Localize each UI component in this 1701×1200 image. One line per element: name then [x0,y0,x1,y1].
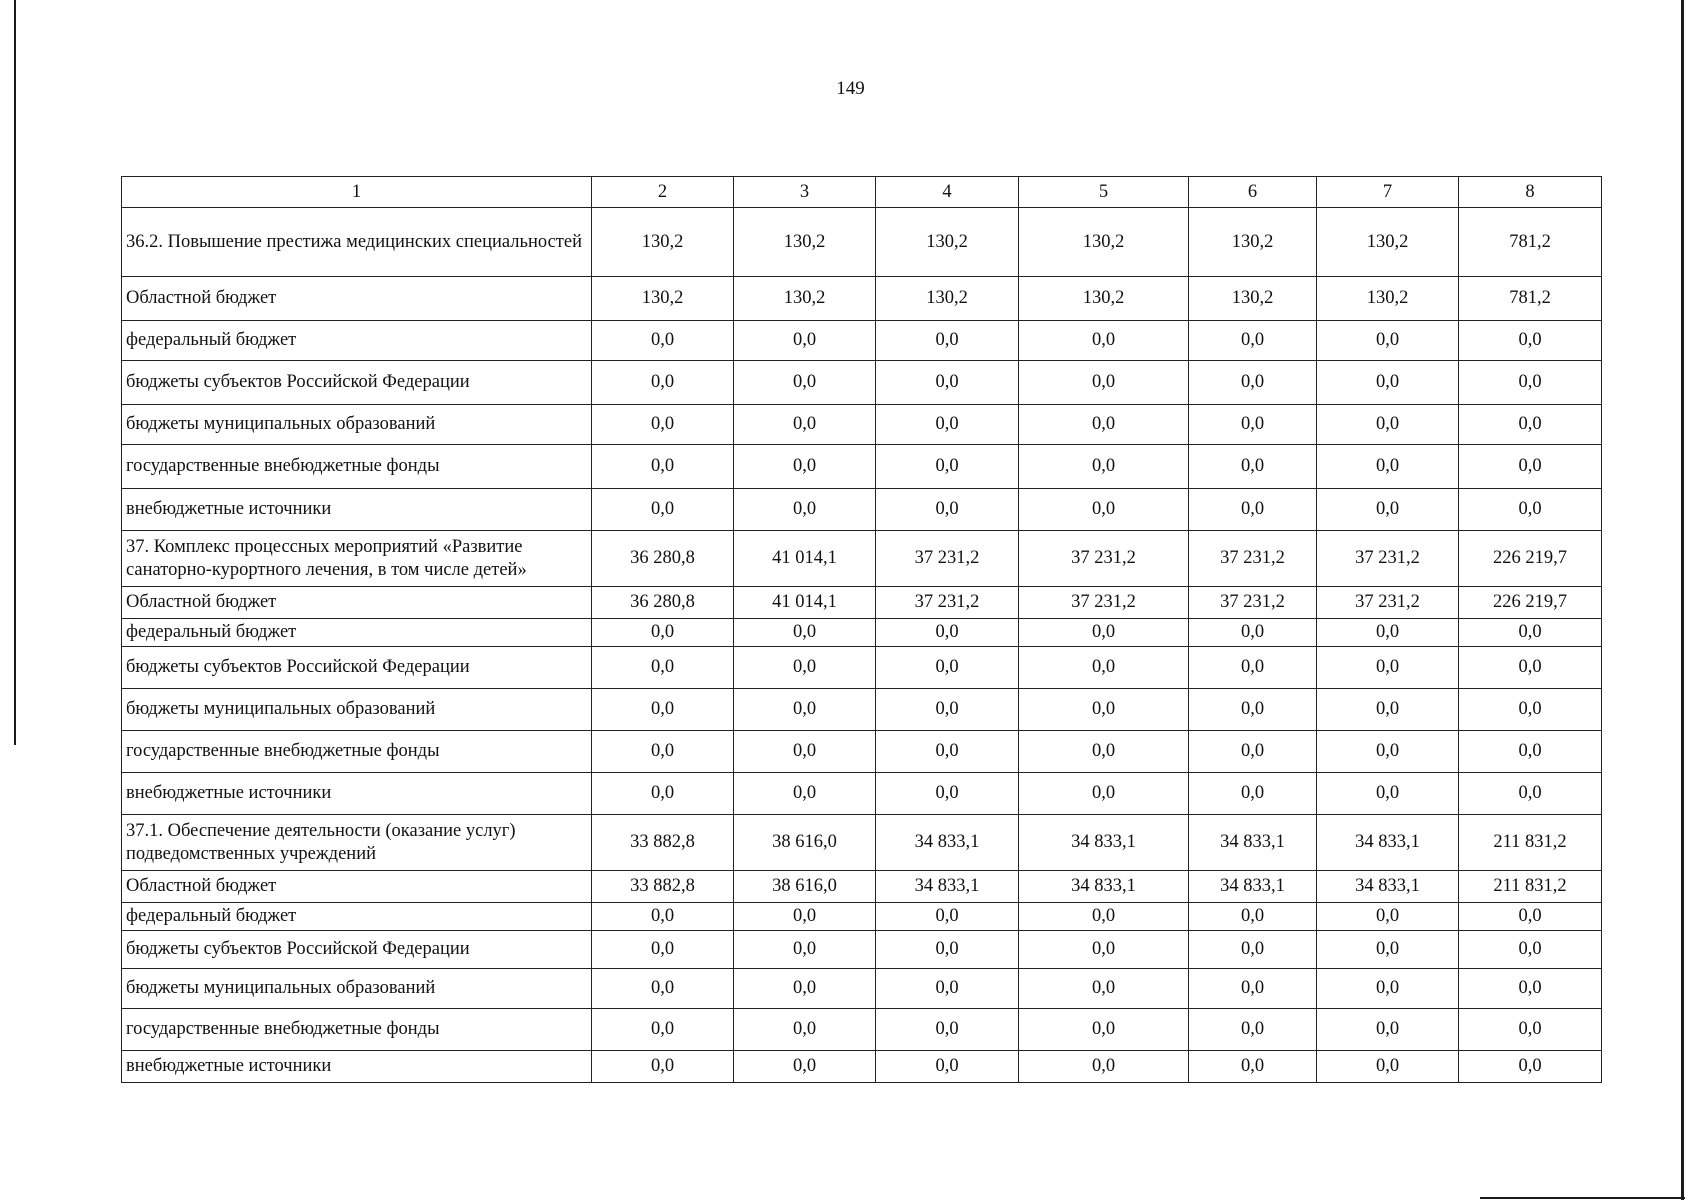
value-cell: 226 219,7 [1459,531,1602,587]
row-label: 36.2. Повышение престижа медицинских специальностей [122,208,592,277]
value-cell: 130,2 [592,277,734,321]
value-cell: 0,0 [1459,489,1602,531]
row-label: бюджеты субъектов Российской Федерации [122,361,592,405]
value-cell: 0,0 [734,969,876,1009]
value-cell: 0,0 [1189,931,1317,969]
value-cell: 0,0 [1459,1051,1602,1083]
value-cell: 0,0 [1019,969,1189,1009]
value-cell: 211 831,2 [1459,815,1602,871]
value-cell: 0,0 [1189,773,1317,815]
value-cell: 0,0 [592,405,734,445]
value-cell: 37 231,2 [1189,531,1317,587]
value-cell: 0,0 [1019,361,1189,405]
table-row [122,931,1602,969]
value-cell: 41 014,1 [734,531,876,587]
value-cell: 0,0 [592,969,734,1009]
row-label: государственные внебюджетные фонды [122,731,592,773]
table-row [122,969,1602,1009]
value-cell: 37 231,2 [1317,587,1459,619]
value-cell: 211 831,2 [1459,871,1602,903]
value-cell: 0,0 [876,969,1019,1009]
value-cell: 0,0 [734,731,876,773]
value-cell: 34 833,1 [876,815,1019,871]
value-cell: 0,0 [876,321,1019,361]
value-cell: 0,0 [1189,619,1317,647]
value-cell: 0,0 [1189,445,1317,489]
value-cell: 0,0 [1317,445,1459,489]
value-cell: 0,0 [734,1009,876,1051]
scan-edge-left [14,0,16,745]
value-cell: 0,0 [1317,321,1459,361]
table-row [122,689,1602,731]
value-cell: 0,0 [1317,773,1459,815]
value-cell: 0,0 [1189,321,1317,361]
table-row [122,903,1602,931]
value-cell: 0,0 [734,1051,876,1083]
page-number: 149 [836,78,865,99]
value-cell: 0,0 [592,489,734,531]
value-cell: 0,0 [1459,689,1602,731]
value-cell: 0,0 [876,445,1019,489]
value-cell: 0,0 [1189,689,1317,731]
row-label: Областной бюджет [122,587,592,619]
value-cell: 0,0 [734,445,876,489]
value-cell: 130,2 [876,208,1019,277]
row-label: Областной бюджет [122,871,592,903]
scan-edge-right [1681,0,1684,1200]
value-cell: 0,0 [1019,931,1189,969]
value-cell: 0,0 [1459,445,1602,489]
value-cell: 0,0 [592,773,734,815]
table-row [122,361,1602,405]
table-row [122,619,1602,647]
value-cell: 0,0 [1019,647,1189,689]
value-cell: 0,0 [1459,619,1602,647]
value-cell: 34 833,1 [1019,815,1189,871]
value-cell: 41 014,1 [734,587,876,619]
value-cell: 0,0 [592,361,734,405]
header-cell: 8 [1459,177,1602,208]
value-cell: 34 833,1 [1317,871,1459,903]
value-cell: 0,0 [1019,1051,1189,1083]
value-cell: 0,0 [1317,489,1459,531]
value-cell: 0,0 [1019,321,1189,361]
value-cell: 0,0 [592,731,734,773]
value-cell: 33 882,8 [592,815,734,871]
value-cell: 0,0 [1459,931,1602,969]
value-cell: 0,0 [876,647,1019,689]
value-cell: 34 833,1 [1317,815,1459,871]
value-cell: 0,0 [1189,489,1317,531]
value-cell: 130,2 [1019,277,1189,321]
value-cell: 0,0 [734,489,876,531]
table-row [122,773,1602,815]
value-cell: 36 280,8 [592,587,734,619]
table-row [122,1051,1602,1083]
value-cell: 0,0 [592,321,734,361]
value-cell: 0,0 [1317,1051,1459,1083]
value-cell: 0,0 [1317,361,1459,405]
row-label: бюджеты муниципальных образований [122,689,592,731]
value-cell: 130,2 [1019,208,1189,277]
value-cell: 0,0 [876,489,1019,531]
value-cell: 37 231,2 [1019,531,1189,587]
value-cell: 0,0 [876,1009,1019,1051]
value-cell: 38 616,0 [734,871,876,903]
row-label: бюджеты муниципальных образований [122,405,592,445]
row-label: бюджеты муниципальных образований [122,969,592,1009]
header-cell: 3 [734,177,876,208]
value-cell: 0,0 [1317,903,1459,931]
value-cell: 0,0 [876,903,1019,931]
value-cell: 0,0 [734,931,876,969]
value-cell: 0,0 [592,619,734,647]
value-cell: 0,0 [1317,969,1459,1009]
value-cell: 130,2 [1189,277,1317,321]
value-cell: 0,0 [1317,619,1459,647]
value-cell: 0,0 [876,619,1019,647]
value-cell: 0,0 [1317,405,1459,445]
value-cell: 37 231,2 [1189,587,1317,619]
value-cell: 130,2 [1317,208,1459,277]
value-cell: 0,0 [1459,405,1602,445]
value-cell: 0,0 [1019,773,1189,815]
value-cell: 0,0 [1459,731,1602,773]
value-cell: 0,0 [1459,773,1602,815]
value-cell: 38 616,0 [734,815,876,871]
table-row [122,815,1602,871]
value-cell: 0,0 [1189,1051,1317,1083]
value-cell: 0,0 [1459,321,1602,361]
value-cell: 0,0 [1189,361,1317,405]
value-cell: 0,0 [1189,647,1317,689]
budget-table [121,176,1602,1083]
row-label: 37. Комплекс процессных мероприятий «Развитие санаторно-курортного лечения, в том числе детей» [122,531,592,587]
table-row [122,405,1602,445]
table-row [122,587,1602,619]
value-cell: 0,0 [1459,647,1602,689]
value-cell: 0,0 [876,361,1019,405]
value-cell: 0,0 [1317,1009,1459,1051]
table-row [122,321,1602,361]
value-cell: 34 833,1 [876,871,1019,903]
row-label: Областной бюджет [122,277,592,321]
value-cell: 781,2 [1459,208,1602,277]
value-cell: 0,0 [1189,731,1317,773]
value-cell: 130,2 [1317,277,1459,321]
value-cell: 0,0 [592,445,734,489]
header-cell: 2 [592,177,734,208]
value-cell: 226 219,7 [1459,587,1602,619]
table-row [122,445,1602,489]
header-cell: 7 [1317,177,1459,208]
value-cell: 0,0 [1189,1009,1317,1051]
value-cell: 130,2 [1189,208,1317,277]
table-row [122,277,1602,321]
header-cell: 6 [1189,177,1317,208]
value-cell: 0,0 [1019,903,1189,931]
value-cell: 130,2 [876,277,1019,321]
value-cell: 0,0 [1189,903,1317,931]
value-cell: 0,0 [592,1009,734,1051]
value-cell: 0,0 [734,619,876,647]
value-cell: 130,2 [592,208,734,277]
value-cell: 37 231,2 [1019,587,1189,619]
value-cell: 37 231,2 [1317,531,1459,587]
value-cell: 0,0 [1019,619,1189,647]
row-label: федеральный бюджет [122,619,592,647]
value-cell: 0,0 [734,647,876,689]
value-cell: 0,0 [1019,405,1189,445]
value-cell: 34 833,1 [1189,871,1317,903]
value-cell: 0,0 [734,903,876,931]
value-cell: 0,0 [1317,731,1459,773]
table-row [122,731,1602,773]
header-cell: 5 [1019,177,1189,208]
value-cell: 0,0 [1459,903,1602,931]
value-cell: 0,0 [592,1051,734,1083]
value-cell: 0,0 [734,361,876,405]
value-cell: 0,0 [1019,731,1189,773]
table-row [122,208,1602,277]
row-label: государственные внебюджетные фонды [122,445,592,489]
value-cell: 0,0 [876,405,1019,445]
value-cell: 130,2 [734,277,876,321]
value-cell: 0,0 [1317,931,1459,969]
row-label: государственные внебюджетные фонды [122,1009,592,1051]
value-cell: 34 833,1 [1019,871,1189,903]
value-cell: 0,0 [592,647,734,689]
row-label: бюджеты субъектов Российской Федерации [122,647,592,689]
value-cell: 37 231,2 [876,587,1019,619]
value-cell: 0,0 [592,903,734,931]
header-cell: 1 [122,177,592,208]
table-row [122,647,1602,689]
row-label: внебюджетные источники [122,489,592,531]
value-cell: 0,0 [876,1051,1019,1083]
value-cell: 0,0 [1019,1009,1189,1051]
row-label: бюджеты субъектов Российской Федерации [122,931,592,969]
value-cell: 0,0 [1019,689,1189,731]
value-cell: 0,0 [876,931,1019,969]
value-cell: 0,0 [734,773,876,815]
value-cell: 0,0 [1459,361,1602,405]
table-body [122,177,1602,1083]
value-cell: 130,2 [734,208,876,277]
value-cell: 0,0 [1019,489,1189,531]
row-label: внебюджетные источники [122,773,592,815]
value-cell: 0,0 [1189,405,1317,445]
table-row [122,489,1602,531]
value-cell: 0,0 [876,731,1019,773]
value-cell: 0,0 [1019,445,1189,489]
value-cell: 0,0 [876,773,1019,815]
value-cell: 781,2 [1459,277,1602,321]
table-header-row [122,177,1602,208]
table-row [122,531,1602,587]
value-cell: 0,0 [1459,969,1602,1009]
value-cell: 0,0 [1317,689,1459,731]
value-cell: 0,0 [734,321,876,361]
value-cell: 0,0 [734,405,876,445]
value-cell: 0,0 [1317,647,1459,689]
value-cell: 0,0 [876,689,1019,731]
row-label: федеральный бюджет [122,903,592,931]
row-label: 37.1. Обеспечение деятельности (оказание услуг) подведомственных учреждений [122,815,592,871]
header-cell: 4 [876,177,1019,208]
value-cell: 34 833,1 [1189,815,1317,871]
value-cell: 0,0 [1189,969,1317,1009]
scan-edge-bottom [1480,1197,1685,1199]
table-row [122,1009,1602,1051]
value-cell: 0,0 [592,931,734,969]
value-cell: 36 280,8 [592,531,734,587]
value-cell: 0,0 [1459,1009,1602,1051]
table-row [122,871,1602,903]
row-label: федеральный бюджет [122,321,592,361]
value-cell: 0,0 [592,689,734,731]
row-label: внебюджетные источники [122,1051,592,1083]
value-cell: 37 231,2 [876,531,1019,587]
value-cell: 33 882,8 [592,871,734,903]
value-cell: 0,0 [734,689,876,731]
